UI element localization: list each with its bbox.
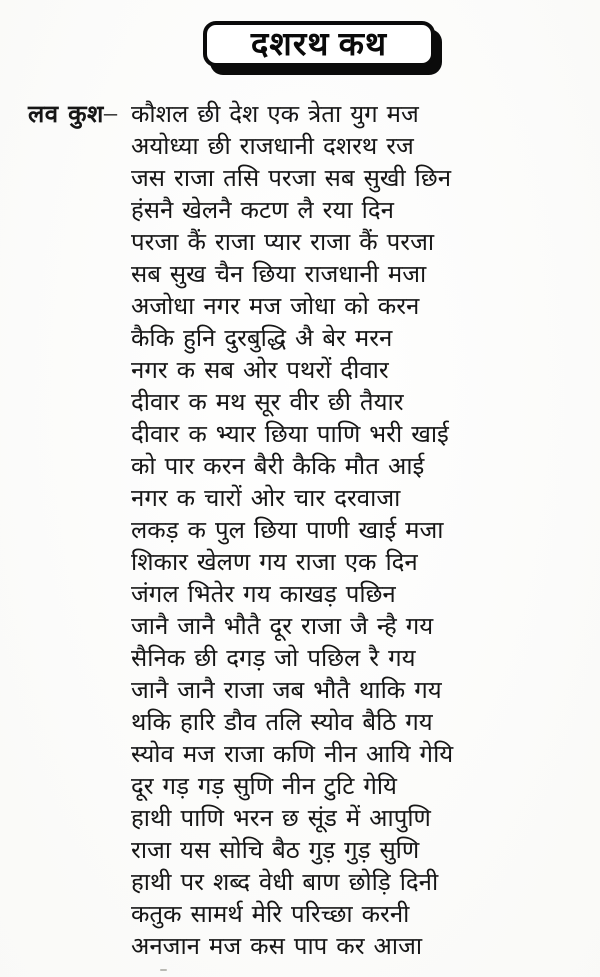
poem-line xyxy=(28,547,584,579)
poem-line xyxy=(28,291,584,323)
poem-line xyxy=(28,931,584,963)
verse-text: जानै जानै भौतै दूर राजा जै न्है गय xyxy=(131,614,434,640)
title-plate xyxy=(203,21,435,67)
verse-text: हाथी पाणि भरन छ सूंड में आपुणि xyxy=(131,806,431,832)
poem-line xyxy=(28,131,584,163)
speaker-dash: – xyxy=(104,98,117,127)
poem-line xyxy=(28,227,584,259)
verse-text: थकि हारि डौव तलि स्योव बैठि गय xyxy=(131,710,433,736)
poem-line xyxy=(28,483,584,515)
verse-text: दीवार क भ्यार छिया पाणि भरी खाई xyxy=(131,422,449,448)
verse-text: जानै जानै राजा जब भौतै थाकि गय xyxy=(131,678,442,704)
poem-line xyxy=(28,611,584,643)
verse-text: जस राजा तसि परजा सब सुखी छिन xyxy=(131,166,452,192)
verse-text: कौशल छी देश एक त्रेता युग मज xyxy=(131,102,419,128)
poem-line xyxy=(28,99,584,131)
poem-line xyxy=(28,899,584,931)
page-title: दशरथ कथ xyxy=(250,26,388,63)
verse-text: सब सुख चैन छिया राजधानी मजा xyxy=(131,262,427,288)
poem-line xyxy=(28,451,584,483)
speaker-label: लव कुश xyxy=(28,102,104,128)
poem-line xyxy=(28,163,584,195)
scan-artifact xyxy=(160,969,167,971)
poem-line xyxy=(28,643,584,675)
verse-text: हंसनै खेलनै कटण लै रया दिन xyxy=(131,198,394,224)
verse-text: को पार करन बैरी कैकि मौत आई xyxy=(131,454,425,480)
verse-text: सैनिक छी दगड़ जो पछिल रै गय xyxy=(131,646,416,672)
poem-line xyxy=(28,387,584,419)
verse-text: अयोध्या छी राजधानी दशरथ रज xyxy=(131,134,414,160)
verse-text: कतुक सामर्थ मेरि परिच्छा करनी xyxy=(131,902,410,928)
verse-text: परजा कैं राजा प्यार राजा कैं परजा xyxy=(131,230,435,256)
verse-text: अजोधा नगर मज जोधा को करन xyxy=(131,294,420,320)
poem-line xyxy=(28,803,584,835)
poem-line xyxy=(28,739,584,771)
verse-text: स्योव मज राजा कणि नीन आयि गेयि xyxy=(131,742,454,768)
poem-line xyxy=(28,259,584,291)
poem-line xyxy=(28,835,584,867)
poem-line xyxy=(28,579,584,611)
verse-text: दीवार क मथ सूर वीर छी तैयार xyxy=(131,390,404,416)
poem-line xyxy=(28,515,584,547)
verse-text: शिकार खेलण गय राजा एक दिन xyxy=(131,550,418,576)
verse-text: जंगल भितेर गय काखड़ पछिन xyxy=(131,582,396,608)
verse-text: कैकि हुनि दुरबुद्धि अै बेर मरन xyxy=(131,326,393,352)
poem-text-block xyxy=(28,99,584,963)
verse-text: अनजान मज कस पाप कर आजा xyxy=(131,934,423,960)
verse-text: नगर क चारों ओर चार दरवाजा xyxy=(131,486,401,512)
verse-text: राजा यस सोचि बैठ गुड़ गुड़ सुणि xyxy=(131,838,420,864)
verse-text: दूर गड़ गड़ सुणि नीन टुटि गेयि xyxy=(131,774,397,800)
poem-line xyxy=(28,771,584,803)
verse-text: नगर क सब ओर पथरों दीवार xyxy=(131,358,389,384)
poem-line xyxy=(28,419,584,451)
poem-line xyxy=(28,707,584,739)
poem-line xyxy=(28,355,584,387)
verse-text: हाथी पर शब्द वेधी बाण छोड़ि दिनी xyxy=(131,870,439,896)
poem-line xyxy=(28,867,584,899)
poem-line xyxy=(28,675,584,707)
poem-line xyxy=(28,323,584,355)
verse-text: लकड़ क पुल छिया पाणी खाई मजा xyxy=(131,518,444,544)
poem-line xyxy=(28,195,584,227)
